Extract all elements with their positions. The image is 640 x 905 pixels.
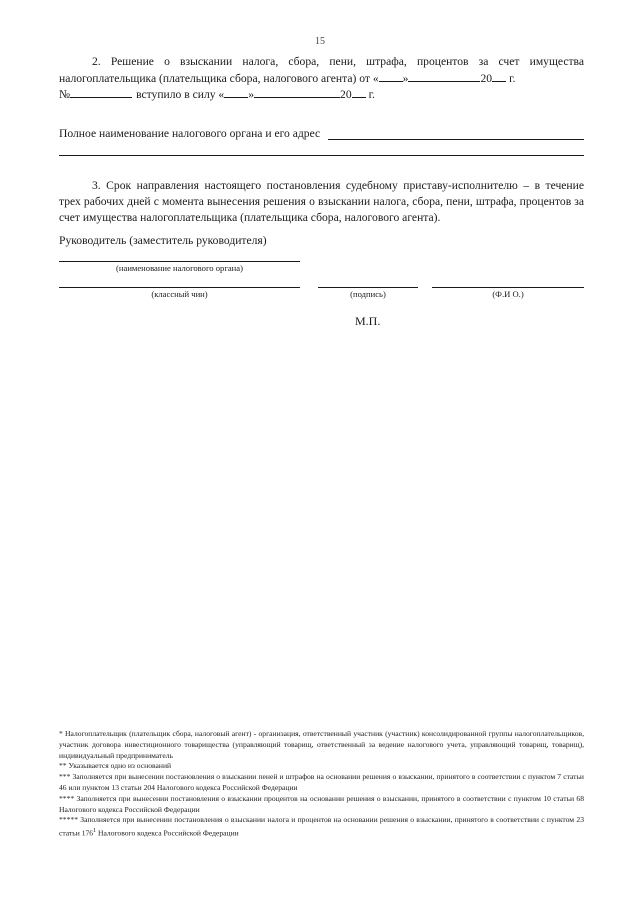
footnote-3: *** Заполняется при вынесении постановления о взыскании пеней и штрафов на основании решения о взыскании, принятого в соответствии с пунктом 7 статьи 46 или пунктом 13 статьи 204 Налогового кодекса Российской Федерации — [59, 772, 584, 792]
section2-line3-year-suffix: г. — [368, 88, 375, 101]
full-name-field[interactable] — [432, 287, 584, 288]
decision-year-field[interactable] — [492, 70, 506, 82]
section2-line2-quote: » — [402, 72, 409, 85]
class-rank-caption: (классный чин) — [151, 289, 208, 299]
footnote-5-tail: Налогового кодекса Российской Федерации — [96, 828, 239, 838]
section2-line3 — [59, 86, 589, 103]
page-number: 15 — [315, 36, 325, 47]
section2-line2-text: налогоплательщика (плательщика сбора, налогового агента) от « — [59, 72, 379, 85]
class-rank-field[interactable] — [59, 287, 300, 288]
section2-line1: 2. Решение о взыскании налога, сбора, пени, штрафа, процентов за счет имущества — [92, 55, 584, 68]
footnote-5-sup: 1 — [93, 828, 97, 835]
effective-day-field[interactable] — [224, 86, 248, 98]
decision-number-label: № — [59, 88, 71, 101]
section3-line1: 3. Срок направления настоящего постановления судебному приставу-исполнителю – в течение — [92, 179, 584, 192]
footnote-5 — [59, 815, 584, 839]
stamp-label: М.П. — [355, 314, 381, 328]
head-label: Руководитель (заместитель руководителя) — [59, 234, 267, 247]
effective-month-field[interactable] — [254, 86, 340, 98]
authority-name-caption: (наименование налогового органа) — [116, 263, 243, 273]
section3-line3: счет имущества налогоплательщика (плательщика сбора, налогового агента). — [59, 211, 441, 224]
authority-name-field[interactable] — [59, 261, 300, 262]
section2-line2-year-suffix: г. — [509, 72, 516, 85]
section3-line2: трех рабочих дней с момента вынесения решения о взыскании налога, сбора, пени, штрафа, процентов за — [59, 195, 584, 208]
decision-day-field[interactable] — [379, 70, 403, 82]
footnote-2: ** Указывается одно из оснований — [59, 761, 172, 771]
full-name-caption: (Ф.И О.) — [492, 289, 524, 299]
signature-caption: (подпись) — [350, 289, 386, 299]
tax-authority-label: Полное наименование налогового органа и его адрес — [59, 127, 321, 140]
section2-line2-year-prefix: 20 — [480, 72, 493, 85]
section2-line3-year-prefix: 20 — [340, 88, 352, 101]
decision-number-field[interactable] — [70, 86, 132, 98]
tax-authority-field-2[interactable] — [59, 155, 584, 156]
footnote-1: * Налогоплательщик (плательщик сбора, налоговый агент) - организация, ответственный участник (участник) консолидированной группы налогоплательщиков, участник договора инвестиционного товарищества (управляющий товарищ, ответственный за ведение налогового учета, управляющий товарищ, товарищ), индивидуальный предприниматель — [59, 729, 584, 760]
tax-authority-field[interactable] — [328, 139, 584, 140]
effective-year-field[interactable] — [352, 86, 366, 98]
section2-line3-text: вступило в силу « — [136, 88, 225, 101]
section2-line2 — [59, 70, 589, 87]
decision-month-field[interactable] — [408, 70, 480, 82]
footnotes — [59, 729, 584, 840]
footnote-4: **** Заполняется при вынесении постановления о взыскании процентов на основании решения о взыскании, принятого в соответствии с пунктом 10 статьи 68 Налогового кодекса Российской Федерации — [59, 793, 584, 814]
footnote-5-text: ***** Заполняется при вынесении постановления о взыскании налога и процентов на основании решения о взыскании, принятого в соответствии с пунктом 23 статьи 176 — [59, 815, 584, 838]
signature-field[interactable] — [318, 287, 418, 288]
section2-line3-quote: » — [248, 88, 255, 101]
